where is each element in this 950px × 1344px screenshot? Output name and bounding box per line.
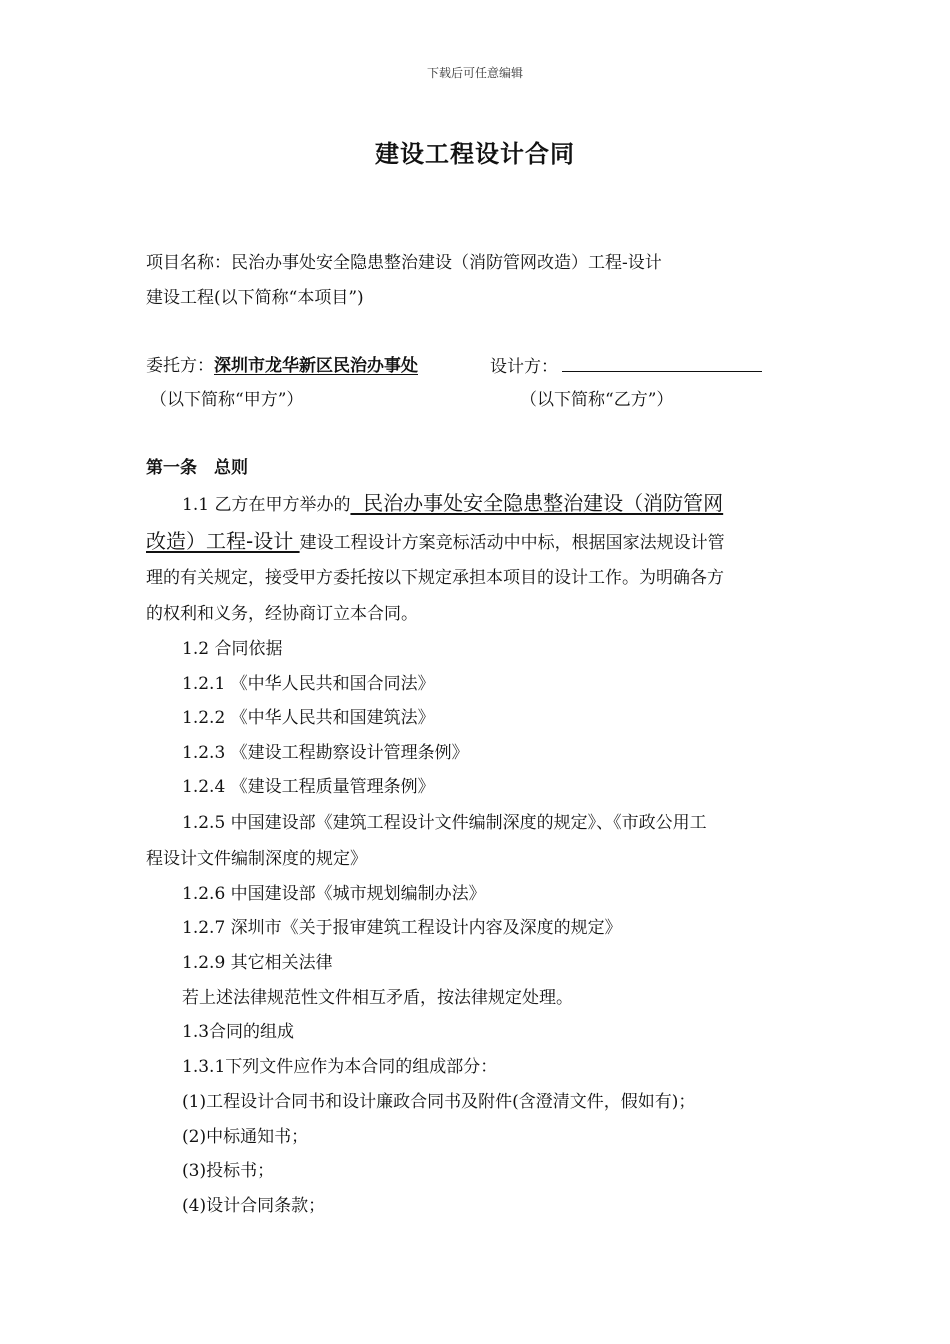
clause-1-2-5: 1.2.5 中国建设部《建筑工程设计文件编制深度的规定》、《市政公用工 (182, 813, 707, 833)
project-name-line: 项目名称：民治办事处安全隐患整治建设（消防管网改造）工程-设计 (146, 253, 662, 273)
designer-line (490, 355, 762, 378)
document-title: 建设工程设计合同 (375, 140, 575, 168)
clause-1-2-4: 1.2.4 《建设工程质量管理条例》 (182, 777, 435, 797)
clause-1-1-line-4: 的权利和义务，经协商订立本合同。 (146, 604, 418, 624)
clause-1-2-6: 1.2.6 中国建设部《城市规划编制办法》 (182, 884, 486, 904)
list-item-3: (3)投标书； (182, 1161, 275, 1181)
clause-1-1-prefix: 1.1 乙方在甲方举办的 (182, 495, 351, 515)
client-note: （以下简称“甲方”） (150, 390, 304, 410)
clause-1-3-1: 1.3.1下列文件应作为本合同的组成部分： (182, 1057, 498, 1077)
clause-1-1-project-b: 改造）工程-设计 (146, 529, 300, 553)
clause-1-1-line-3: 理的有关规定，接受甲方委托按以下规定承担本项目的设计工作。为明确各方 (146, 568, 724, 588)
clause-1-2-7: 1.2.7 深圳市《关于报审建筑工程设计内容及深度的规定》 (182, 918, 622, 938)
designer-blank (562, 355, 762, 372)
clause-1-3: 1.3合同的组成 (182, 1022, 295, 1042)
client-name: 深圳市龙华新区民治办事处 (214, 356, 418, 376)
clause-1-1-line-2 (146, 530, 725, 554)
designer-label: 设计方： (490, 357, 558, 377)
clause-1-2-5-cont: 程设计文件编制深度的规定》 (146, 849, 367, 869)
clause-1-1-line-1 (182, 492, 723, 516)
project-name-line-2: 建设工程(以下简称“本项目”) (146, 288, 364, 308)
clause-1-2-9: 1.2.9 其它相关法律 (182, 953, 333, 973)
list-item-4: (4)设计合同条款； (182, 1196, 326, 1216)
list-item-2: (2)中标通知书； (182, 1127, 309, 1147)
client-line (146, 355, 418, 377)
article-1-heading: 第一条 总则 (146, 458, 248, 478)
clause-1-2-2: 1.2.2 《中华人民共和国建筑法》 (182, 708, 435, 728)
clause-1-1-project-a: 民治办事处安全隐患整治建设（消防管网 (350, 491, 724, 515)
conflict-note: 若上述法律规范性文件相互矛盾，按法律规定处理。 (182, 988, 573, 1008)
clause-1-2-3: 1.2.3 《建设工程勘察设计管理条例》 (182, 743, 469, 763)
header-note: 下载后可任意编辑 (426, 66, 523, 80)
list-item-1: (1)工程设计合同书和设计廉政合同书及附件(含澄清文件，假如有)； (182, 1092, 696, 1112)
client-label: 委托方： (146, 356, 214, 376)
clause-1-1-rest-a: 建设工程设计方案竞标活动中中标，根据国家法规设计管 (299, 533, 725, 553)
clause-1-2: 1.2 合同依据 (182, 639, 283, 659)
clause-1-2-1: 1.2.1 《中华人民共和国合同法》 (182, 674, 435, 694)
designer-note: （以下简称“乙方”） (520, 390, 674, 410)
